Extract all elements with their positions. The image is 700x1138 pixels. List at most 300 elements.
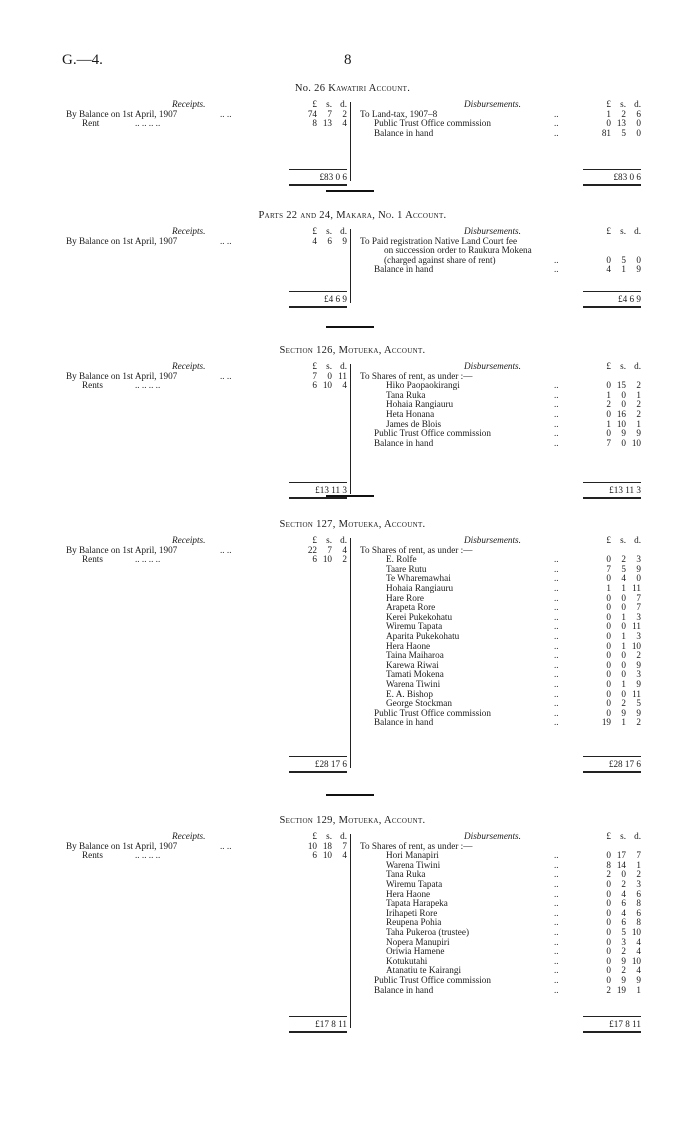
pence: 0 — [636, 573, 641, 584]
shillings: 0 — [621, 389, 626, 400]
pounds: 6 — [312, 850, 317, 861]
currency-unit: d. — [634, 534, 641, 545]
receipt-row — [60, 851, 350, 861]
disbursements-label: Disbursements. — [464, 98, 521, 109]
disbursement-label: James de Blois — [386, 418, 442, 429]
shillings: 0 — [327, 370, 332, 381]
shillings: 4 — [621, 888, 626, 899]
disbursement-label: E. A. Bishop — [386, 688, 433, 699]
leader-dots: .. — [554, 859, 559, 870]
shillings: 4 — [621, 907, 626, 918]
pounds: 0 — [606, 602, 611, 613]
shillings: 0 — [621, 592, 626, 603]
column-divider — [350, 229, 351, 303]
currency-header — [587, 536, 641, 546]
pence: 5 — [636, 698, 641, 709]
pence: 8 — [636, 917, 641, 928]
pounds: 0 — [606, 659, 611, 670]
leader-dots: .. .. — [220, 370, 232, 381]
amount — [587, 119, 641, 129]
currency-unit: £ — [606, 534, 611, 545]
receipts-label: Receipts. — [172, 98, 206, 109]
disbursement-label: Taha Pukeroa (trustee) — [386, 926, 470, 937]
currency-unit: s. — [620, 225, 626, 236]
pounds: 0 — [606, 380, 611, 391]
pence: 10 — [631, 926, 641, 937]
disbursement-row — [354, 439, 644, 449]
account-section — [60, 345, 645, 495]
disbursement-label: To Shares of rent, as under :— — [360, 370, 473, 381]
pence: 4 — [636, 946, 641, 957]
shillings: 1 — [621, 678, 626, 689]
currency-unit: s. — [326, 360, 332, 371]
pence: 4 — [342, 118, 347, 129]
disbursements-total: £83 0 6 — [583, 169, 641, 183]
disbursements-total: £28 17 6 — [583, 756, 641, 770]
pounds: 2 — [606, 984, 611, 995]
disbursement-label: Wiremu Tapata — [386, 878, 443, 889]
shillings: 5 — [621, 127, 626, 138]
disbursement-row — [354, 718, 644, 728]
disbursements-column — [354, 360, 644, 495]
disbursement-label: Hohaia Rangiauru — [386, 582, 454, 593]
amount — [587, 603, 641, 613]
shillings: 2 — [621, 108, 626, 119]
leader-dots: .. — [554, 437, 559, 448]
leader-dots: .. — [554, 965, 559, 976]
amount — [587, 718, 641, 728]
disbursement-label: Balance in hand — [374, 264, 434, 275]
pence: 3 — [636, 669, 641, 680]
column-divider — [350, 102, 351, 181]
shillings: 2 — [621, 965, 626, 976]
amount — [587, 555, 641, 565]
pence: 4 — [342, 380, 347, 391]
shillings: 17 — [616, 850, 626, 861]
pounds: 74 — [307, 108, 317, 119]
pounds: 0 — [606, 898, 611, 909]
disbursement-row — [354, 986, 644, 996]
account-title — [60, 816, 645, 826]
shillings: 6 — [621, 917, 626, 928]
pence: 4 — [636, 936, 641, 947]
shillings: 6 — [327, 235, 332, 246]
disbursement-label: Hare Rore — [386, 592, 425, 603]
disbursement-label: To Paid registration Native Land Court fee — [360, 235, 518, 246]
pounds: 0 — [606, 592, 611, 603]
receipt-row — [60, 381, 350, 391]
pence: 2 — [342, 108, 347, 119]
account-title-text: Kawatiri Account. — [328, 83, 411, 94]
shillings: 9 — [621, 707, 626, 718]
shillings: 5 — [621, 254, 626, 265]
pence: 11 — [632, 621, 641, 632]
disbursement-label: Kerei Pukekohatu — [386, 611, 453, 622]
receipts-column — [60, 534, 350, 769]
currency-unit: £ — [606, 830, 611, 841]
shillings: 7 — [327, 544, 332, 555]
currency-unit: £ — [312, 830, 317, 841]
leader-dots: .. — [554, 878, 559, 889]
currency-header — [293, 100, 347, 110]
pence: 9 — [636, 678, 641, 689]
leader-dots: .. — [554, 907, 559, 918]
shillings: 13 — [322, 118, 332, 129]
amount — [587, 129, 641, 139]
leader-dots: .. — [554, 898, 559, 909]
disbursement-label: Balance in hand — [374, 717, 434, 728]
shillings: 2 — [621, 554, 626, 565]
disbursements-column — [354, 830, 644, 1029]
pence: 2 — [636, 380, 641, 391]
amount — [293, 842, 347, 852]
pounds: 1 — [606, 108, 611, 119]
shillings: 2 — [621, 878, 626, 889]
leader-dots: .. — [554, 399, 559, 410]
leader-dots: .. — [554, 554, 559, 565]
receipt-label: Rents — [82, 554, 103, 565]
pounds: 0 — [606, 946, 611, 957]
amount — [587, 381, 641, 391]
column-divider — [350, 364, 351, 494]
pounds: 0 — [606, 707, 611, 718]
pounds: 8 — [606, 859, 611, 870]
amount — [587, 410, 641, 420]
shillings: 9 — [621, 428, 626, 439]
disbursement-label: Wiremu Tapata — [386, 621, 443, 632]
disbursement-label: Hiko Paopaokirangi — [386, 380, 460, 391]
pounds: 0 — [606, 917, 611, 928]
leader-dots: .. — [554, 611, 559, 622]
pounds: 4 — [606, 264, 611, 275]
leader-dots: .. — [554, 389, 559, 400]
amount — [587, 391, 641, 401]
receipt-row — [60, 555, 350, 565]
receipts-total: £4 6 9 — [289, 291, 347, 305]
shillings: 15 — [616, 380, 626, 391]
pounds: 10 — [307, 840, 317, 851]
currency-unit: £ — [606, 225, 611, 236]
leader-dots: .. .. .. .. — [135, 118, 161, 129]
amount — [587, 870, 641, 880]
disbursement-label: Public Trust Office commission — [374, 974, 491, 985]
disbursement-label: Balance in hand — [374, 984, 434, 995]
pence: 2 — [636, 399, 641, 410]
shillings: 5 — [621, 563, 626, 574]
amount — [587, 986, 641, 996]
amount — [587, 670, 641, 680]
pounds: 7 — [606, 563, 611, 574]
shillings: 19 — [616, 984, 626, 995]
shillings: 10 — [322, 380, 332, 391]
shillings: 1 — [621, 717, 626, 728]
leader-dots: .. — [554, 926, 559, 937]
disbursement-label: Aparita Pukekohatu — [386, 630, 460, 641]
receipts-label: Receipts. — [172, 830, 206, 841]
leader-dots: .. — [554, 659, 559, 670]
receipt-row — [60, 119, 350, 129]
currency-header — [293, 536, 347, 546]
disbursement-label: Te Wharemawhai — [386, 573, 451, 584]
disbursement-label: on succession order to Raukura Mokena — [384, 245, 532, 256]
leader-dots: .. — [554, 408, 559, 419]
pence: 9 — [636, 264, 641, 275]
pence: 9 — [636, 707, 641, 718]
leader-dots: .. — [554, 118, 559, 129]
amount — [293, 237, 347, 247]
shillings: 10 — [322, 850, 332, 861]
amount — [293, 851, 347, 861]
page-header — [62, 52, 642, 72]
amount — [293, 555, 347, 565]
receipt-label: By Balance on 1st April, 1907 — [66, 544, 178, 555]
amount — [587, 709, 641, 719]
pounds: 0 — [606, 974, 611, 985]
receipts-total: £17 8 11 — [289, 1016, 347, 1030]
pounds: 0 — [606, 630, 611, 641]
disbursement-row — [354, 265, 644, 275]
disbursements-column — [354, 98, 644, 182]
pence: 6 — [636, 108, 641, 119]
pounds: 0 — [606, 554, 611, 565]
amount — [293, 119, 347, 129]
pence: 9 — [636, 974, 641, 985]
disbursement-label: Public Trust Office commission — [374, 118, 491, 129]
amount — [587, 584, 641, 594]
disbursement-label: George Stockman — [386, 698, 452, 709]
leader-dots: .. — [554, 254, 559, 265]
currency-header — [587, 100, 641, 110]
amount — [587, 265, 641, 275]
amount — [587, 420, 641, 430]
disbursement-label: (charged against share of rent) — [384, 254, 496, 265]
disbursement-label: To Land-tax, 1907–8 — [360, 108, 438, 119]
pence: 3 — [636, 611, 641, 622]
pence: 7 — [636, 602, 641, 613]
pence: 3 — [636, 554, 641, 565]
receipt-row — [60, 110, 350, 120]
currency-unit: s. — [326, 830, 332, 841]
disbursements-label: Disbursements. — [464, 225, 521, 236]
pounds: 0 — [606, 428, 611, 439]
shillings: 18 — [322, 840, 332, 851]
receipts-label: Receipts. — [172, 360, 206, 371]
disbursements-column — [354, 534, 644, 769]
amount — [587, 594, 641, 604]
disbursements-label: Disbursements. — [464, 534, 521, 545]
pounds: 0 — [606, 650, 611, 661]
amount — [587, 661, 641, 671]
currency-unit: £ — [312, 98, 317, 109]
shillings: 10 — [616, 418, 626, 429]
disbursement-label: Taina Maiharoa — [386, 650, 444, 661]
disbursement-label: Nopera Manupiri — [386, 936, 450, 947]
pence: 10 — [631, 437, 641, 448]
account-section — [60, 815, 645, 1029]
section-divider — [326, 794, 374, 796]
currency-unit: s. — [326, 225, 332, 236]
leader-dots: .. .. .. .. — [135, 380, 161, 391]
amount — [587, 976, 641, 986]
section-divider — [326, 190, 374, 192]
account-title-text: Section 127, Motueka, Account. — [279, 519, 426, 530]
account-title — [60, 84, 645, 94]
receipt-row — [60, 372, 350, 382]
currency-unit: £ — [312, 360, 317, 371]
leader-dots: .. — [554, 640, 559, 651]
currency-header — [293, 362, 347, 372]
leader-dots: .. — [554, 678, 559, 689]
pounds: 0 — [606, 936, 611, 947]
currency-unit: s. — [620, 830, 626, 841]
amount — [587, 699, 641, 709]
receipts-label: Receipts. — [172, 534, 206, 545]
pence: 2 — [636, 717, 641, 728]
leader-dots: .. — [554, 955, 559, 966]
pence: 2 — [636, 408, 641, 419]
pounds: 6 — [312, 554, 317, 565]
pounds: 0 — [606, 640, 611, 651]
shillings: 10 — [322, 554, 332, 565]
leader-dots: .. — [554, 602, 559, 613]
disbursement-label: Warena Tiwini — [386, 678, 441, 689]
pounds: 7 — [606, 437, 611, 448]
pence: 6 — [636, 888, 641, 899]
disbursement-label: Heta Honana — [386, 408, 435, 419]
currency-header — [587, 832, 641, 842]
disbursement-label: E. Rolfe — [386, 554, 417, 565]
pounds: 1 — [606, 418, 611, 429]
receipt-row — [60, 546, 350, 556]
leader-dots: .. — [554, 428, 559, 439]
disbursement-label: Tana Ruka — [386, 869, 426, 880]
currency-unit: d. — [634, 360, 641, 371]
currency-header — [587, 227, 641, 237]
leader-dots: .. — [554, 917, 559, 928]
receipt-label: Rent — [82, 118, 100, 129]
pence: 9 — [636, 563, 641, 574]
receipt-label: By Balance on 1st April, 1907 — [66, 235, 178, 246]
pence: 11 — [338, 370, 347, 381]
currency-unit: d. — [340, 534, 347, 545]
receipt-row — [60, 842, 350, 852]
pounds: 6 — [312, 380, 317, 391]
leader-dots: .. — [554, 380, 559, 391]
leader-dots: .. — [554, 264, 559, 275]
disbursement-label: To Shares of rent, as under :— — [360, 840, 473, 851]
currency-unit: s. — [620, 98, 626, 109]
pence: 10 — [631, 640, 641, 651]
currency-unit: d. — [634, 225, 641, 236]
leader-dots: .. — [554, 563, 559, 574]
leader-dots: .. .. — [220, 235, 232, 246]
currency-unit: £ — [606, 98, 611, 109]
account-section — [60, 83, 645, 182]
amount — [293, 110, 347, 120]
column-divider — [350, 538, 351, 768]
disbursement-label: Warena Tiwini — [386, 859, 441, 870]
receipt-label: By Balance on 1st April, 1907 — [66, 840, 178, 851]
pounds: 0 — [606, 118, 611, 129]
amount — [587, 622, 641, 632]
disbursement-label: Oriwia Hamene — [386, 946, 445, 957]
pounds: 0 — [606, 573, 611, 584]
leader-dots: .. — [554, 127, 559, 138]
pence: 0 — [636, 127, 641, 138]
leader-dots: .. — [554, 698, 559, 709]
shillings: 16 — [616, 408, 626, 419]
receipt-row — [60, 237, 350, 247]
leader-dots: .. — [554, 984, 559, 995]
disbursements-total: £17 8 11 — [583, 1016, 641, 1030]
pounds: 0 — [606, 907, 611, 918]
account-section — [60, 210, 645, 304]
pounds: 4 — [312, 235, 317, 246]
pence: 8 — [636, 898, 641, 909]
section-divider — [326, 495, 374, 497]
disbursements-column — [354, 225, 644, 304]
leader-dots: .. .. — [220, 544, 232, 555]
disbursement-label: Hohaia Rangiauru — [386, 399, 454, 410]
currency-unit: d. — [634, 98, 641, 109]
disbursement-label: Irihapeti Rore — [386, 907, 438, 918]
pence: 10 — [631, 955, 641, 966]
shillings: 1 — [621, 582, 626, 593]
disbursement-label: Tamati Mokena — [386, 669, 444, 680]
receipts-total: £83 0 6 — [289, 169, 347, 183]
shillings: 0 — [621, 437, 626, 448]
pounds: 2 — [606, 869, 611, 880]
pounds: 81 — [601, 127, 611, 138]
currency-unit: d. — [340, 360, 347, 371]
shillings: 0 — [621, 869, 626, 880]
currency-unit: s. — [620, 534, 626, 545]
disbursement-label: Public Trust Office commission — [374, 707, 491, 718]
shillings: 0 — [621, 669, 626, 680]
currency-header — [587, 362, 641, 372]
pence: 9 — [636, 659, 641, 670]
leader-dots: .. — [554, 650, 559, 661]
currency-unit: s. — [326, 98, 332, 109]
pence: 9 — [342, 235, 347, 246]
shillings: 6 — [621, 898, 626, 909]
currency-unit: £ — [606, 360, 611, 371]
shillings: 0 — [621, 650, 626, 661]
pence: 7 — [342, 840, 347, 851]
amount — [587, 651, 641, 661]
pounds: 2 — [606, 399, 611, 410]
leader-dots: .. .. .. .. — [135, 850, 161, 861]
pounds: 0 — [606, 688, 611, 699]
amount — [587, 957, 641, 967]
shillings: 0 — [621, 621, 626, 632]
account-title-text: Parts 22 and 24, Makara, No. 1 Account. — [258, 210, 447, 221]
disbursement-label: Hera Haone — [386, 888, 431, 899]
disbursements-label: Disbursements. — [464, 360, 521, 371]
account-title — [60, 346, 645, 356]
receipts-total: £28 17 6 — [289, 756, 347, 770]
leader-dots: .. — [554, 573, 559, 584]
pounds: 1 — [606, 389, 611, 400]
column-divider — [350, 834, 351, 1028]
currency-unit: d. — [634, 830, 641, 841]
pounds: 19 — [601, 717, 611, 728]
pence: 1 — [636, 418, 641, 429]
pounds: 1 — [606, 582, 611, 593]
disbursement-label: Hera Haone — [386, 640, 431, 651]
disbursement-label: Taare Rutu — [386, 563, 427, 574]
amount — [587, 938, 641, 948]
